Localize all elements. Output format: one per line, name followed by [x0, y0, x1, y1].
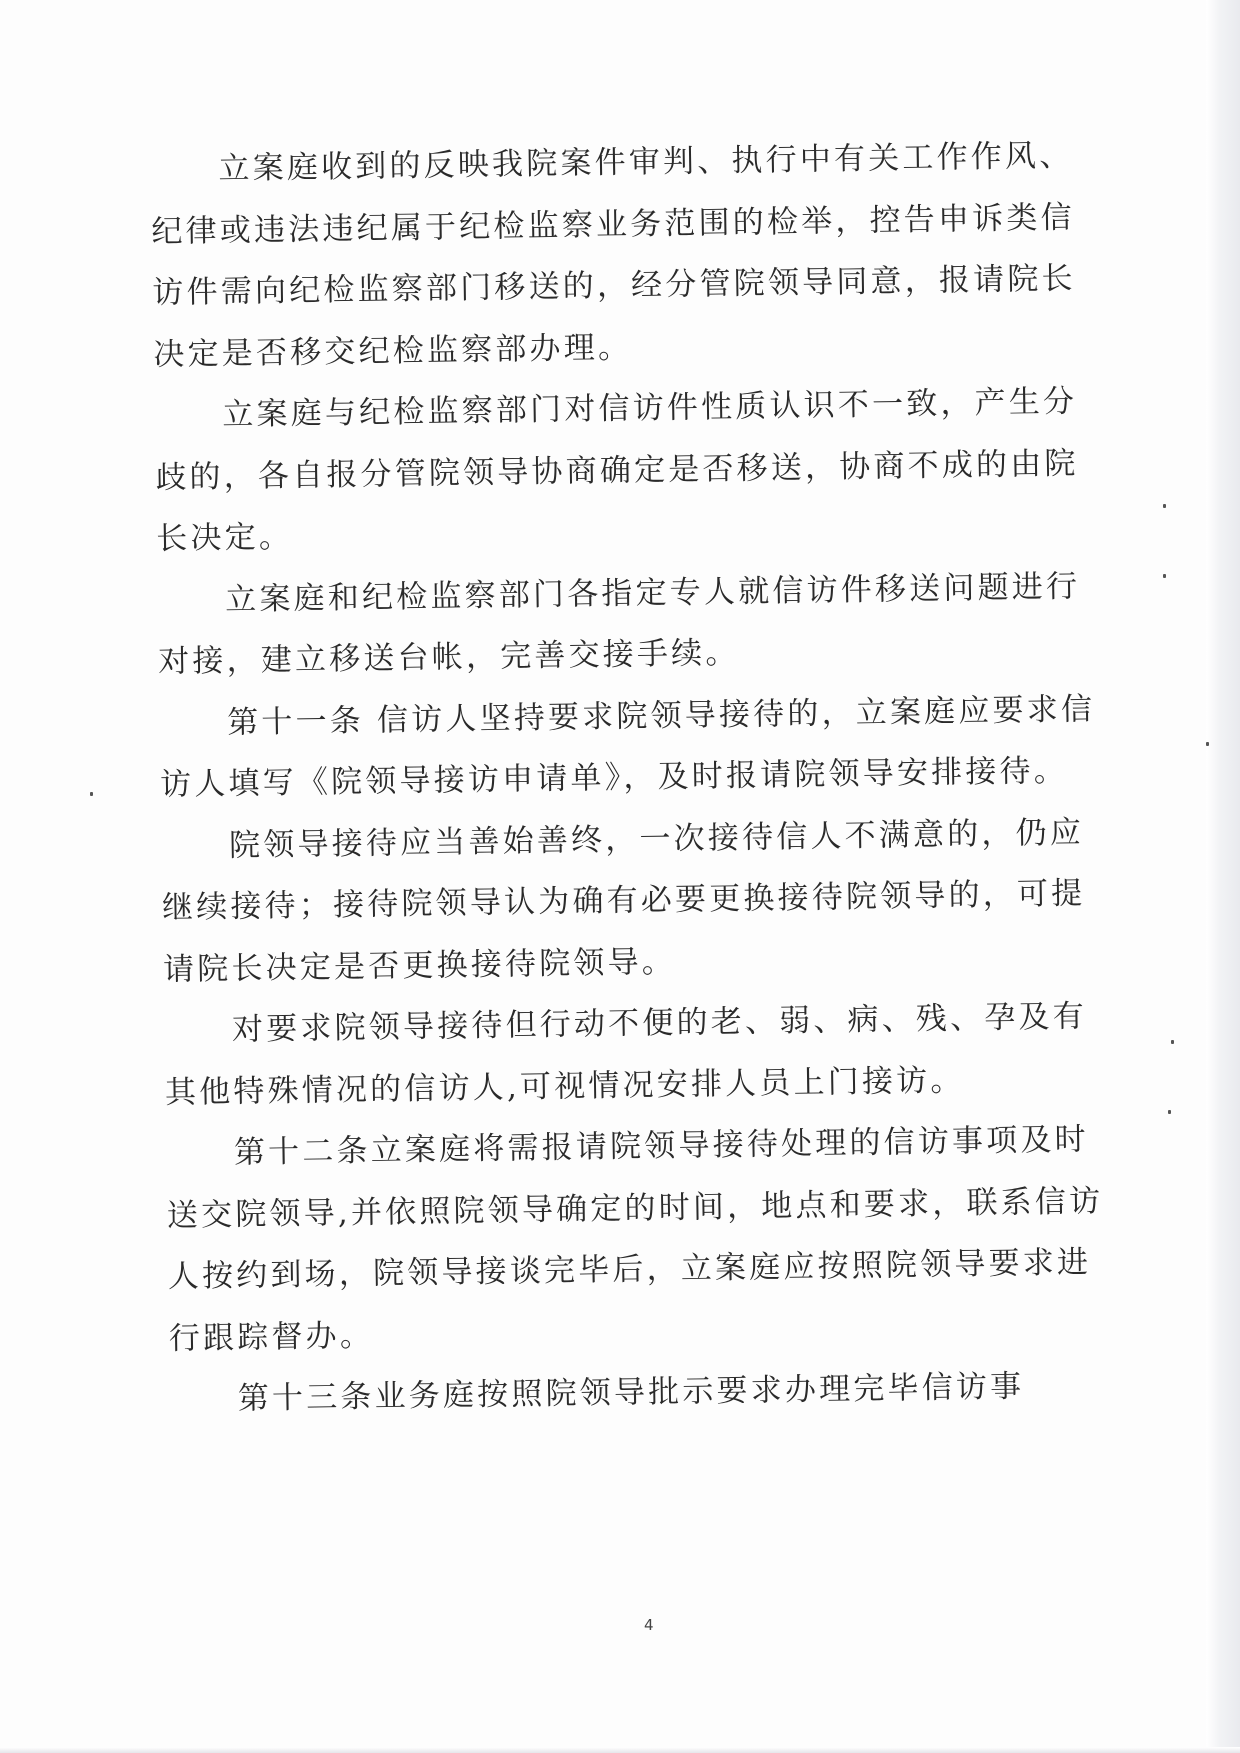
- paragraph-3: 立案庭和纪检监察部门各指定专人就信访件移送问题进行对接，建立移送台帐，完善交接手续。: [157, 567, 1081, 680]
- article-12: 第十二条立案庭将需报请院领导接待处理的信访事项及时送交院领导,并依照院领导确定的时间，地点和要求，联系信访人按约到场，院领导接谈完毕后，立案庭应按照院领导要求进行跟踪督办。: [166, 1121, 1104, 1357]
- paragraph-6: 对要求院领导接待但行动不便的老、弱、病、残、孕及有其他特殊情况的信访人,可视情况安排人员上门接访。: [164, 998, 1088, 1111]
- scan-speck: [1163, 504, 1166, 508]
- paragraph-5: 院领导接待应当善始善终，一次接待信人不满意的，仍应继续接待；接待院领导认为确有必要更换接待院领导的，可提请院长决定是否更换接待院领导。: [161, 813, 1086, 988]
- article-11: 第十一条 信访人坚持要求院领导接待的，立案庭应要求信访人填写《院领导接访申请单》，及时报请院领导安排接待。: [159, 690, 1096, 803]
- article-13: 第十三条业务庭按照院领导批示要求办理完毕信访事: [237, 1368, 1025, 1417]
- paragraph-2: 立案庭与纪检监察部门对信访件性质认识不一致，产生分歧的，各自报分管院领导协商确定是否移送，协商不成的由院长决定。: [155, 383, 1079, 557]
- document-body: [150, 125, 1110, 1431]
- page-number: 4: [644, 1616, 654, 1634]
- scan-speck: [90, 792, 93, 796]
- scan-speck: [1168, 1110, 1171, 1114]
- scan-speck: [1206, 742, 1209, 746]
- scan-bottom-edge: [0, 1747, 1240, 1753]
- scan-speck: [1163, 574, 1166, 578]
- scan-edge-shadow: [1206, 0, 1240, 1753]
- paragraph-1: 立案庭收到的反映我院案件审判、执行中有关工作作风、纪律或违法违纪属于纪检监察业务范围的检举，控告申诉类信访件需向纪检监察部门移送的，经分管院领导同意，报请院长决定是否移交纪检监察部办理。: [151, 137, 1076, 373]
- scan-speck: [1171, 1040, 1174, 1044]
